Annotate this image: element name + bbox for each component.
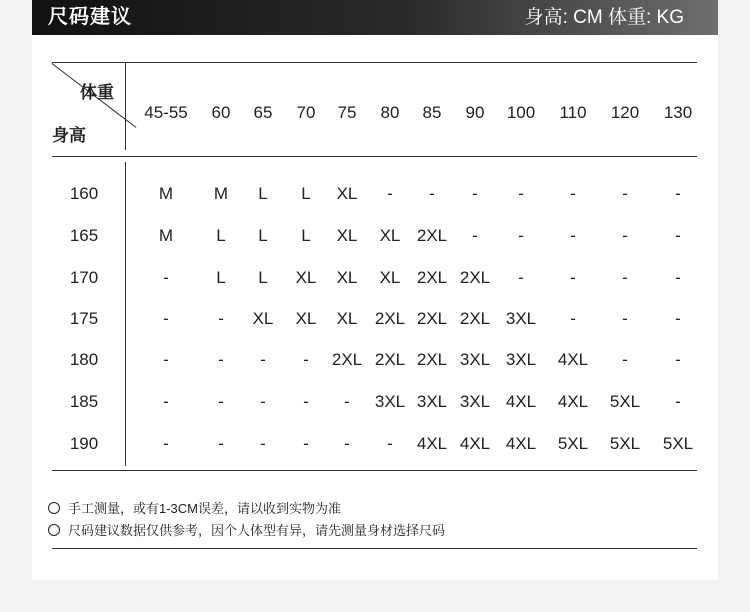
size-cell: - (163, 350, 169, 369)
size-cell: - (675, 309, 681, 328)
size-cell: - (218, 309, 224, 328)
size-cell: - (622, 184, 628, 203)
size-cell: 2XL (416, 309, 448, 328)
size-cell: - (303, 350, 309, 369)
size-cell: - (675, 226, 681, 245)
size-cell: 5XL (609, 434, 641, 453)
size-cell: 4XL (459, 434, 491, 453)
size-cell: - (518, 268, 524, 287)
size-cell: L (301, 184, 311, 203)
circle-bullet-icon (48, 502, 60, 514)
size-cell: - (163, 309, 169, 328)
size-cell: XL (336, 184, 358, 203)
size-cell: XL (252, 309, 274, 328)
size-cell: XL (379, 226, 401, 245)
size-cell: 3XL (459, 350, 491, 369)
size-cell: 4XL (557, 350, 589, 369)
size-cell: - (570, 184, 576, 203)
size-cell: - (622, 309, 628, 328)
size-cell: - (260, 350, 266, 369)
units-label: 身高: CM 体重: KG (524, 7, 684, 28)
size-cell: - (344, 392, 350, 411)
height-corner-label: 身高 (52, 126, 86, 145)
size-cell: - (218, 392, 224, 411)
size-cell: 2XL (331, 350, 363, 369)
size-cell: L (258, 184, 268, 203)
size-cell: XL (336, 226, 358, 245)
height-row-header: 180 (69, 350, 99, 369)
size-cell: 2XL (416, 350, 448, 369)
size-cell: XL (295, 268, 317, 287)
weight-column-header: 130 (663, 103, 693, 122)
size-cell: - (387, 434, 393, 453)
size-cell: 5XL (609, 392, 641, 411)
size-chart-card (32, 0, 718, 580)
size-cell: - (570, 226, 576, 245)
size-cell: - (570, 309, 576, 328)
size-cell: M (213, 184, 229, 203)
height-row-header: 175 (69, 309, 99, 328)
table-bottom-rule (52, 470, 697, 471)
weight-column-header: 75 (337, 103, 357, 122)
weight-column-header: 45-55 (144, 103, 188, 122)
size-cell: - (163, 392, 169, 411)
size-cell: 3XL (459, 392, 491, 411)
size-cell: 2XL (374, 350, 406, 369)
height-row-header: 160 (69, 184, 99, 203)
size-cell: L (216, 226, 226, 245)
size-cell: 3XL (416, 392, 448, 411)
size-cell: 2XL (459, 268, 491, 287)
size-cell: L (258, 268, 268, 287)
weight-column-header: 90 (465, 103, 485, 122)
size-cell: 5XL (662, 434, 694, 453)
size-cell: - (163, 434, 169, 453)
size-cell: - (675, 350, 681, 369)
header-column-divider (125, 62, 126, 150)
size-cell: XL (336, 268, 358, 287)
header-bar (32, 0, 718, 35)
circle-bullet-icon (48, 524, 60, 536)
size-cell: - (218, 350, 224, 369)
size-cell: 2XL (416, 268, 448, 287)
size-cell: - (472, 226, 478, 245)
size-cell: 3XL (505, 309, 537, 328)
body-column-divider (125, 162, 126, 466)
size-cell: 4XL (505, 392, 537, 411)
size-cell: - (303, 434, 309, 453)
size-cell: - (518, 184, 524, 203)
footer-rule (52, 548, 697, 549)
size-cell: - (570, 268, 576, 287)
size-cell: L (258, 226, 268, 245)
table-top-rule (52, 62, 697, 63)
size-cell: - (218, 434, 224, 453)
size-cell: 5XL (557, 434, 589, 453)
size-cell: 4XL (416, 434, 448, 453)
size-cell: L (216, 268, 226, 287)
note-text: 手工测量，或有1-3CM误差，请以收到实物为准 (68, 501, 342, 516)
height-row-header: 170 (69, 268, 99, 287)
weight-corner-label: 体重 (80, 83, 114, 102)
size-cell: - (675, 392, 681, 411)
height-row-header: 190 (69, 434, 99, 453)
size-cell: - (622, 350, 628, 369)
size-cell: - (260, 392, 266, 411)
size-cell: 3XL (374, 392, 406, 411)
height-row-header: 185 (69, 392, 99, 411)
weight-column-header: 85 (422, 103, 442, 122)
size-cell: L (301, 226, 311, 245)
size-cell: 2XL (459, 309, 491, 328)
weight-column-header: 110 (559, 103, 587, 122)
weight-column-header: 100 (506, 103, 536, 122)
size-cell: XL (336, 309, 358, 328)
size-cell: 2XL (416, 226, 448, 245)
page-title: 尺码建议 (48, 6, 132, 28)
size-cell: - (303, 392, 309, 411)
size-cell: - (429, 184, 435, 203)
size-cell: 2XL (374, 309, 406, 328)
size-cell: XL (295, 309, 317, 328)
weight-column-header: 60 (211, 103, 231, 122)
note-item (48, 498, 341, 517)
size-cell: - (518, 226, 524, 245)
note-text: 尺码建议数据仅供参考，因个人体型有异，请先测量身材选择尺码 (68, 523, 446, 538)
size-cell: - (622, 268, 628, 287)
size-cell: 4XL (505, 434, 537, 453)
size-cell: - (472, 184, 478, 203)
note-item (48, 520, 445, 539)
size-cell: XL (379, 268, 401, 287)
size-cell: M (158, 226, 174, 245)
size-cell: M (158, 184, 174, 203)
height-row-header: 165 (69, 226, 99, 245)
size-cell: 3XL (505, 350, 537, 369)
size-cell: - (163, 268, 169, 287)
size-cell: 4XL (557, 392, 589, 411)
header-bottom-rule (52, 156, 697, 157)
size-cell: - (675, 184, 681, 203)
weight-column-header: 80 (380, 103, 400, 122)
weight-column-header: 120 (610, 103, 640, 122)
weight-column-header: 65 (253, 103, 273, 122)
size-cell: - (675, 268, 681, 287)
size-cell: - (260, 434, 266, 453)
size-cell: - (622, 226, 628, 245)
weight-column-header: 70 (296, 103, 316, 122)
size-cell: - (387, 184, 393, 203)
size-cell: - (344, 434, 350, 453)
